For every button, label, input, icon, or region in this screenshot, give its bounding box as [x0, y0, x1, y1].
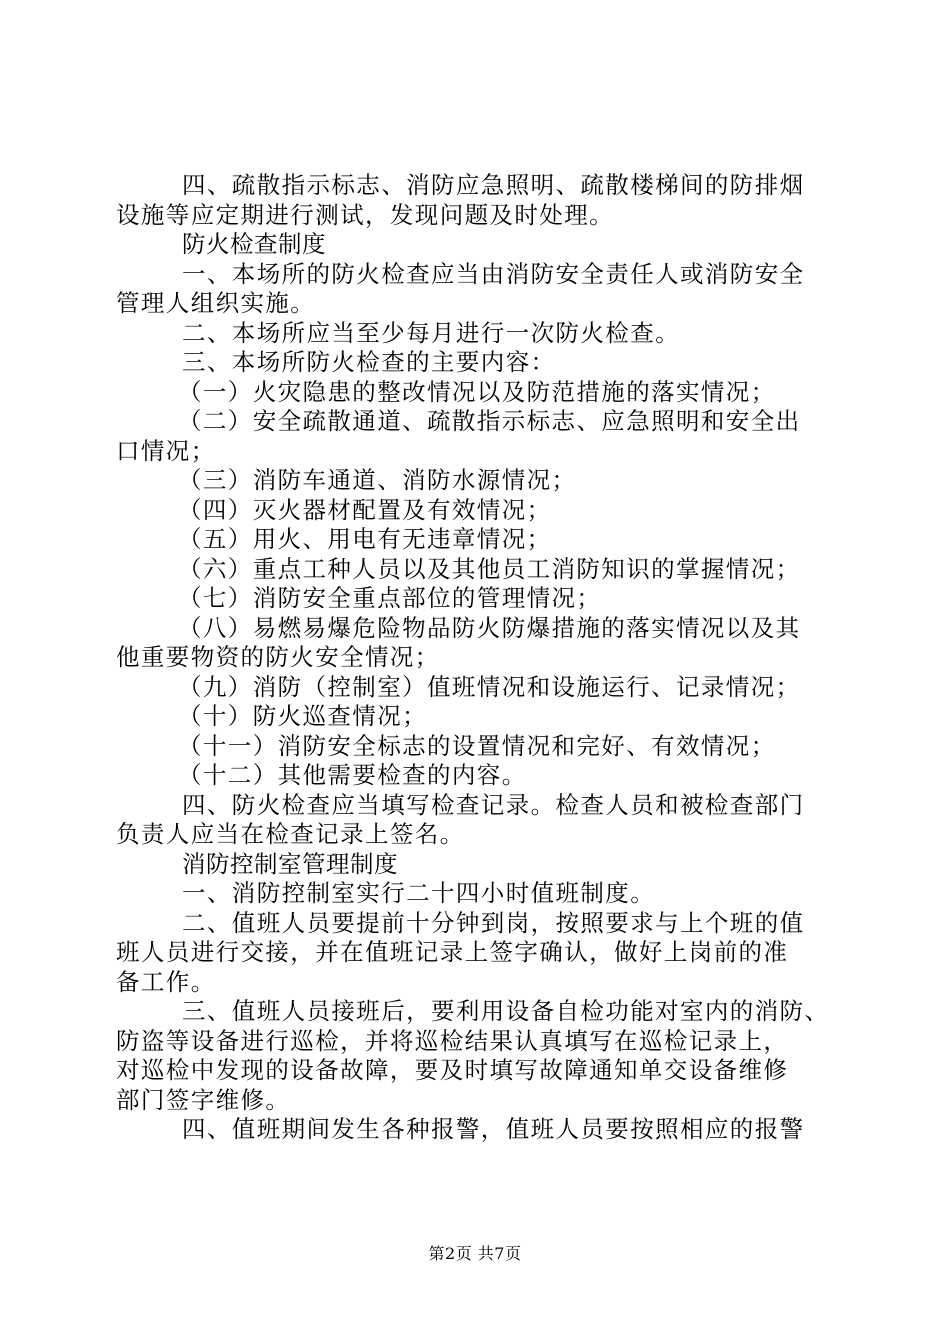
section-heading	[116, 230, 836, 260]
list-item	[116, 466, 836, 496]
paragraph	[116, 1115, 836, 1145]
paragraph	[116, 791, 836, 850]
list-item	[116, 584, 836, 614]
text-line: （四）灭火器材配置及有效情况；	[178, 495, 552, 524]
text-line: 一、本场所的防火检查应当由消防安全责任人或消防安全	[182, 259, 805, 288]
text-line: 四、疏散指示标志、消防应急照明、疏散楼梯间的防排烟	[182, 171, 805, 199]
text-line: （六）重点工种人员以及其他员工消防知识的掌握情况；	[178, 554, 801, 583]
text-line: 他重要物资的防火安全情况；	[116, 643, 440, 671]
section-heading	[116, 850, 836, 880]
paragraph	[116, 909, 836, 998]
text-line: 四、防火检查应当填写检查记录。检查人员和被检查部门	[182, 790, 805, 819]
list-item	[116, 761, 836, 791]
text-line: 对巡检中发现的设备故障，要及时填写故障通知单交设备维修	[116, 1056, 789, 1084]
text-line: 负责人应当在检查记录上签名。	[116, 820, 465, 848]
text-line: 口情况；	[116, 436, 216, 465]
list-item	[116, 614, 836, 673]
text-line: 备工作。	[116, 967, 216, 996]
text-line: （一）火灾隐患的整改情况以及防范措施的落实情况；	[178, 377, 776, 406]
text-line: 消防控制室管理制度	[182, 849, 398, 878]
text-line: （五）用火、用电有无违章情况；	[178, 525, 552, 553]
text-line: 设施等应定期进行测试，发现问题及时处理。	[116, 200, 614, 229]
text-line: （九）消防（控制室）值班情况和设施运行、记录情况；	[178, 672, 801, 701]
list-item	[116, 378, 836, 408]
paragraph	[116, 171, 836, 230]
paragraph	[116, 348, 836, 378]
text-line: 部门签字维修。	[116, 1085, 291, 1114]
text-line: 三、本场所防火检查的主要内容：	[182, 348, 556, 376]
list-item	[116, 732, 836, 762]
list-item	[116, 496, 836, 526]
paragraph	[116, 879, 836, 909]
paragraph	[116, 997, 836, 1115]
list-item	[116, 555, 836, 585]
document-body	[116, 171, 836, 1145]
text-line: 三、值班人员接班后，要利用设备自检功能对室内的消防、	[182, 997, 830, 1025]
text-line: （八）易燃易爆危险物品防火防爆措施的落实情况以及其	[178, 613, 801, 642]
text-line: 管理人组织实施。	[116, 289, 316, 317]
text-line: （七）消防安全重点部位的管理情况；	[178, 584, 602, 612]
text-line: （十一）消防安全标志的设置情况和完好、有效情况；	[178, 731, 776, 760]
text-line: （十）防火巡查情况；	[178, 702, 427, 730]
paragraph	[116, 260, 836, 319]
text-line: 班人员进行交接，并在值班记录上签字确认，做好上岗前的准	[116, 938, 789, 966]
text-line: （二）安全疏散通道、疏散指示标志、应急照明和安全出	[178, 407, 801, 435]
text-line: 二、本场所应当至少每月进行一次防火检查。	[182, 318, 680, 347]
text-line: 一、消防控制室实行二十四小时值班制度。	[182, 879, 656, 907]
list-item	[116, 525, 836, 555]
text-line: 防盗等设备进行巡检，并将巡检结果认真填写在巡检记录上，	[116, 1026, 789, 1055]
list-item	[116, 673, 836, 703]
text-line: 四、值班期间发生各种报警，值班人员要按照相应的报警	[182, 1115, 805, 1143]
paragraph	[116, 319, 836, 349]
text-line: 二、值班人员要提前十分钟到岗，按照要求与上个班的值	[182, 908, 805, 937]
list-item	[116, 702, 836, 732]
page-number-footer: 第2页 共7页	[428, 1244, 522, 1263]
list-item	[116, 407, 836, 466]
text-line: （三）消防车通道、消防水源情况；	[178, 466, 577, 494]
text-line: （十二）其他需要检查的内容。	[178, 761, 527, 789]
text-line: 防火检查制度	[182, 230, 326, 258]
